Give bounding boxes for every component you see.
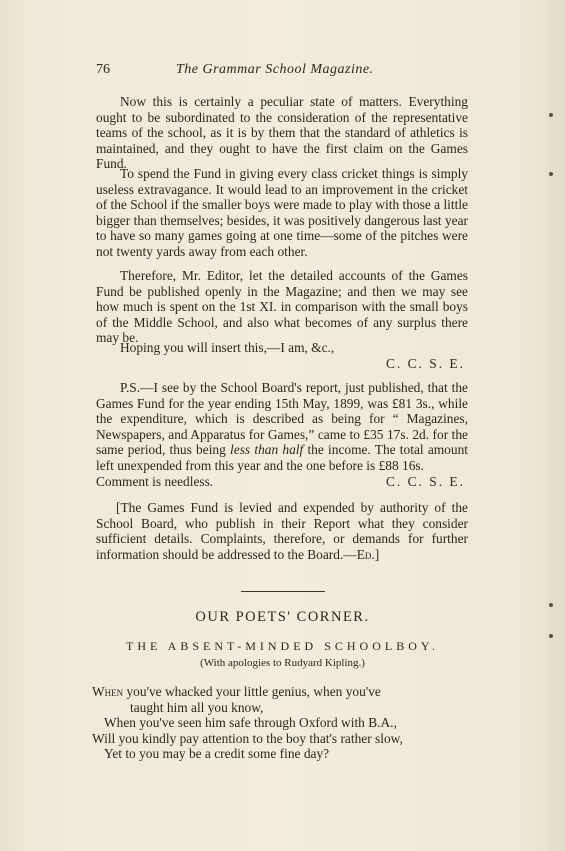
section-title: OUR POETS' CORNER. — [195, 609, 370, 625]
postscript-text-a: P.S.—I see by the School Board's report, just published, that the Games Fund for the year ending 15th May, 1899, was £81 3s., while the expenditure, which is described as being for “ Magazines, Newspapers, and Apparatus for Games,” came to £35 17s. 2d. for the same period, thus being — [96, 380, 468, 458]
postscript-comment: Comment is needless. — [96, 474, 214, 489]
letter-paragraph-3: Therefore, Mr. Editor, let the detailed accounts of the Games Fund be published openly in the Magazine; and then we may see how much is spent on the 1st XI. in comparison with the small boys of the Middle School, and also what becomes of any surplus there may be. — [96, 268, 468, 346]
section-divider — [241, 591, 325, 592]
letter-closing: Hoping you will insert this,—I am, &c., — [120, 340, 335, 355]
paper-speck — [549, 603, 553, 607]
editor-note-close: ] — [374, 546, 380, 562]
poem-line-1 — [92, 684, 472, 700]
paper-speck — [549, 172, 553, 176]
poem-subtitle: (With apologies to Rudyard Kipling.) — [200, 657, 365, 669]
editor-note-text: [The Games Fund is levied and expended by authority of the School Board, who publish in their Report what they consider sufficient details. Complaints, therefore, or demands for further information should be addressed to the Board.— — [96, 500, 468, 562]
poem-line-5: Yet to you may be a credit some fine day? — [104, 746, 330, 762]
letter-paragraph-2: To spend the Fund in giving every class cricket things is simply useless extravagance. It would lead to an improvement in the cricket of the School if the smaller boys were made to play with those a little bigger than themselves; besides, it was positively dangerous last year to have so many games going at one time—some of the pitches were not twenty yards away from each other. — [96, 166, 468, 259]
editor-note — [96, 500, 468, 562]
running-title: The Grammar School Magazine. — [176, 62, 374, 77]
poem-line-3: When you've seen him safe through Oxford with B.A., — [104, 715, 397, 731]
postscript-signature: C. C. S. E. — [386, 474, 465, 489]
paper-speck — [549, 634, 553, 638]
postscript-text-b: the income. The total amount left unexpended from this year and the one before is £88 16s. — [96, 442, 468, 473]
postscript-paragraph — [96, 380, 468, 474]
letter-signature: C. C. S. E. — [386, 356, 465, 371]
page-number: 76 — [96, 62, 110, 77]
postscript-italic: less than half — [230, 442, 304, 458]
postscript-last-line — [96, 474, 468, 490]
editor-abbrev: Ed. — [356, 546, 375, 562]
poem-body — [92, 684, 472, 762]
poem-title: THE ABSENT-MINDED SCHOOLBOY. — [125, 639, 440, 653]
paper-speck — [549, 113, 553, 117]
poem-line-4: Will you kindly pay attention to the boy that's rather slow, — [92, 730, 403, 746]
poem-line-2: taught him all you know, — [130, 699, 264, 715]
page-header — [96, 62, 468, 82]
letter-paragraph-1: Now this is certainly a peculiar state of matters. Everything ought to be subordinated to the consideration of the representative teams of the school, as it is by them that the standard of athletics is maintained, and they ought to have the first claim on the Games Fund. — [96, 94, 468, 172]
poem-first-word: When — [92, 684, 124, 699]
poem-line-1-rest: you've whacked your little genius, when you've — [123, 684, 381, 699]
